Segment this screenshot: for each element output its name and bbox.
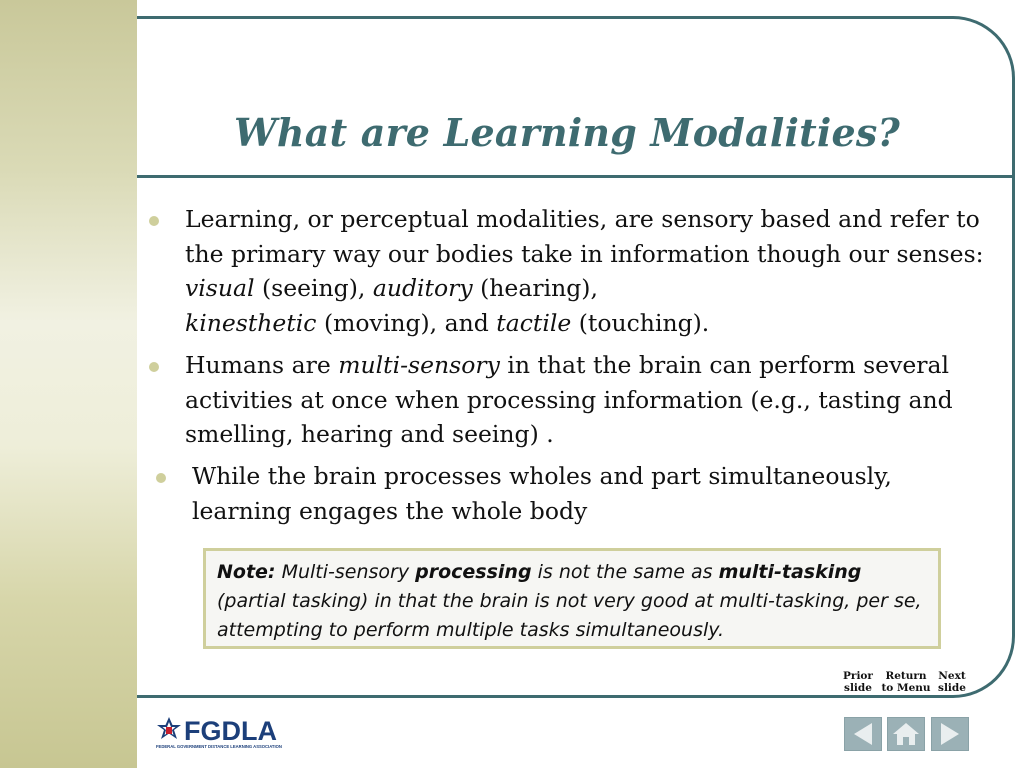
note-box [203,548,941,649]
bullet-1-emphasis-auditory: auditory [372,274,473,302]
svg-text:FGDLA: FGDLA [184,716,277,746]
bullet-1 [185,202,985,340]
bullet-1-text: (touching). [571,308,710,337]
bullet-1-text: (hearing), [472,274,598,302]
bullet-1-text: (seeing), [254,274,373,302]
bullet-3 [192,459,982,528]
bullet-2 [185,348,985,452]
nav-label-line: slide [938,682,966,694]
bullet-1-emphasis-kinesthetic: kinesthetic [185,308,317,337]
left-arrow-icon [845,718,881,750]
note-text: is not the same as [531,561,719,583]
bullet-1-text: Learning, or perceptual modalities, are sensory based and refer to the primary way our bodies take in information though our senses: [185,205,984,268]
slide-title: What are Learning Modalities? [234,110,900,155]
note-text: (partial tasking) in that the brain is not very good at multi-tasking, per se, attempting to perform multiple tasks simultaneously. [217,590,922,641]
bullet-1-emphasis-visual: visual [185,274,255,302]
nav-label-line: slide [844,682,872,694]
bullet-dot [149,216,159,226]
prior-slide-label[interactable] [838,670,878,694]
prior-slide-button[interactable] [844,717,882,751]
nav-label-line: Next [938,670,966,682]
return-to-menu-button[interactable] [887,717,925,751]
next-slide-button[interactable] [931,717,969,751]
bullet-1-emphasis-tactile: tactile [496,308,572,337]
bullet-2-emphasis-multi-sensory: multi-sensory [338,351,500,379]
fgdla-logo [156,714,296,754]
nav-label-line: to Menu [881,682,931,694]
side-band [0,0,137,768]
nav-label-line: Return [885,670,927,682]
bullet-2-text: Humans are [185,351,339,379]
nav-label-line: Prior [843,670,873,682]
home-icon [888,718,924,750]
right-arrow-icon [932,718,968,750]
next-slide-label[interactable] [933,670,971,694]
bullet-dot [149,362,159,372]
bullet-1-text: (moving), and [316,308,497,337]
bullet-dot [156,473,166,483]
note-label: Note: [217,561,276,583]
title-divider [137,175,1015,178]
note-strong-processing: processing [415,561,532,583]
bullet-3-text: While the brain processes wholes and part simultaneously, learning engages the whole body [192,462,892,525]
return-to-menu-label[interactable] [878,670,934,694]
note-strong-multi-tasking: multi-tasking [718,561,862,583]
note-text: Multi-sensory [275,561,416,583]
svg-text:FEDERAL GOVERNMENT DISTANCE LE: FEDERAL GOVERNMENT DISTANCE LEARNING ASSOCIATION [156,744,282,749]
bullet-2-text: in that the brain can perform several activities at once when processing information (e.g., tasting and smelling, hearing and seeing) . [185,351,953,448]
